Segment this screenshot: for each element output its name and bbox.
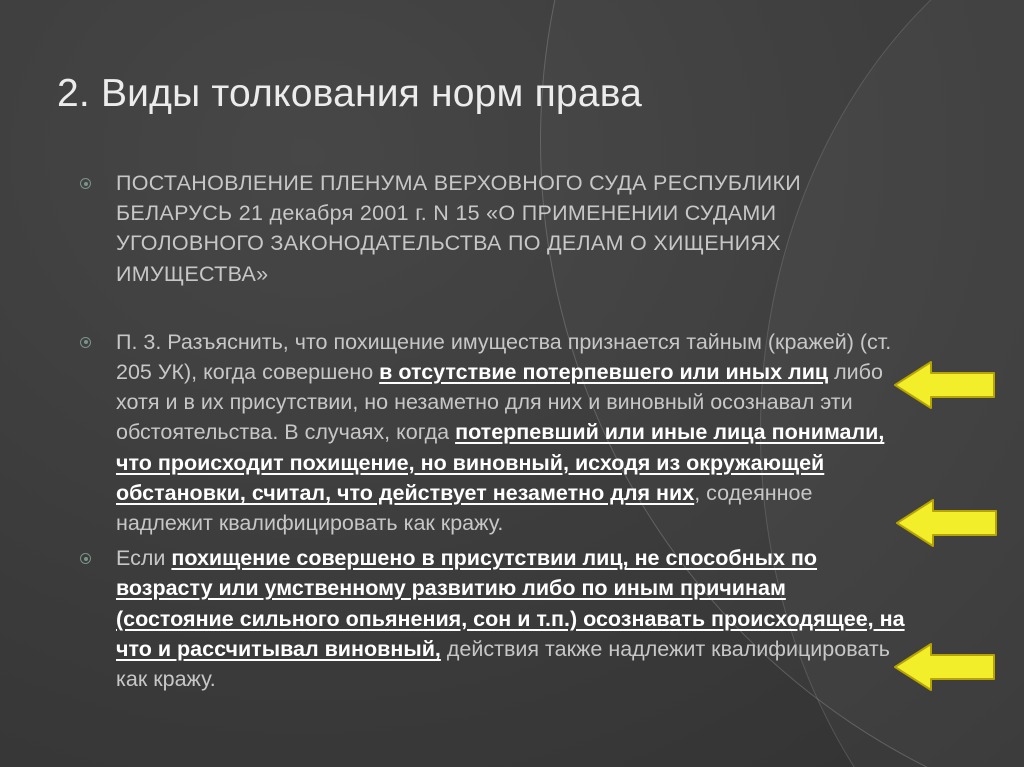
highlighted-text: похищение совершено в присутствии лиц, не способных по возрасту или умственному развитию либо по иным причинам (состояние сильного опьянения, сон и т.п.) осознавать происходящее, на что и рассчитывал виновный, [116,546,905,661]
left-arrow-icon [893,642,997,692]
left-arrow-icon [893,360,997,410]
bullet-text: Если [116,546,172,571]
bullet-presence-clause [78,543,908,694]
slide-title: 2. Виды толкования норм права [57,72,643,115]
circle-bullet-icon [80,337,91,348]
bullet-decree-title [78,168,908,289]
bullet-text: либо хотя и в их присутствии, но незаметно для них и виновный осознавал эти обстоятельства. В случаях, когда [116,360,883,445]
circle-bullet-icon [80,178,91,189]
left-arrow-icon [895,498,999,548]
bullet-text: ПОСТАНОВЛЕНИЕ ПЛЕНУМА ВЕРХОВНОГО СУДА РЕСПУБЛИКИ БЕЛАРУСЬ 21 декабря 2001 г. N 15 «О ПРИМЕНЕНИИ СУДАМИ УГОЛОВНОГО ЗАКОНОДАТЕЛЬСТВА ПО ДЕЛАМ О ХИЩЕНИЯХ ИМУЩЕСТВА» [116,171,802,286]
bullet-text: действия также надлежит квалифицировать как кражу. [116,636,890,692]
bullet-clause-3 [78,327,908,538]
bullet-text: , содеянное надлежит квалифицировать как кражу. [116,480,813,536]
circle-bullet-icon [80,553,91,564]
highlighted-text: в отсутствие потерпевшего или иных лиц [379,360,829,385]
bullet-text: П. 3. Разъяснить, что похищение имущества признается тайным (кражей) (ст. 205 УК), когда совершено [116,329,892,385]
bullet-list [78,168,908,694]
highlighted-text: потерпевший или иные лица понимали, что происходит похищение, но виновный, исходя из окружающей обстановки, считал, что действует незаметно для них [116,420,885,505]
